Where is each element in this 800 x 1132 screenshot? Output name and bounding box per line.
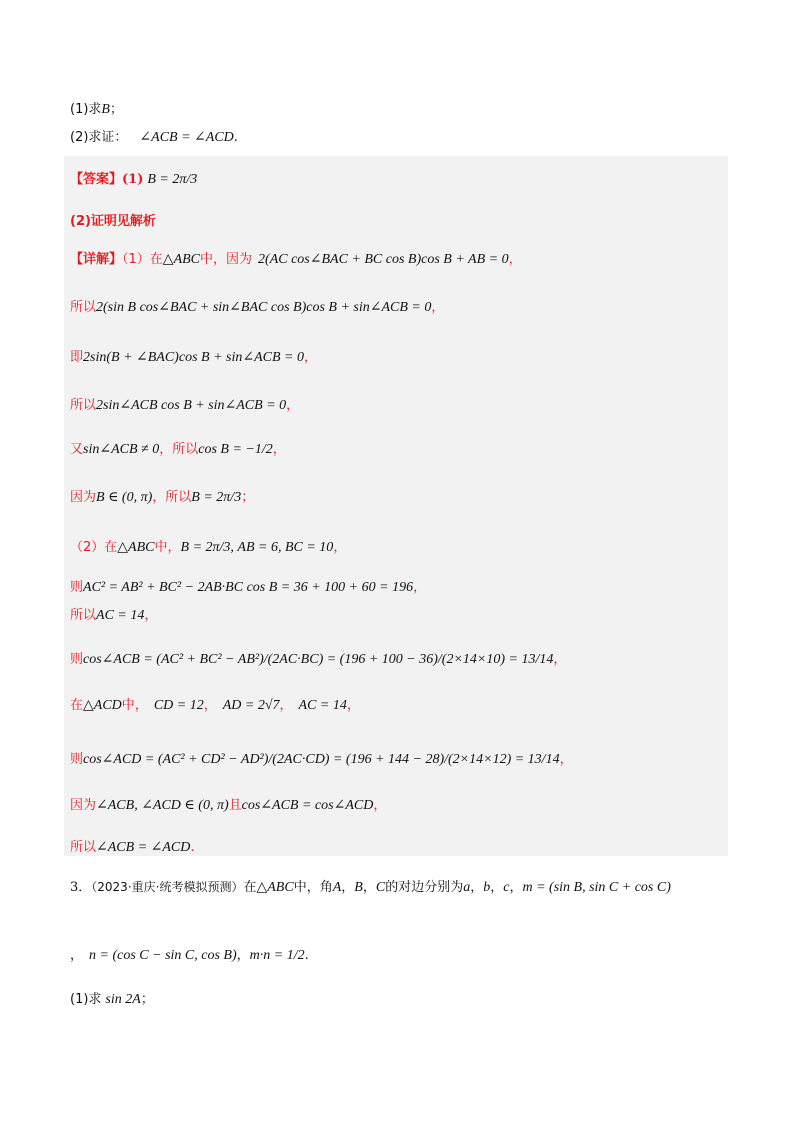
detail-math: △ACD: [83, 698, 122, 713]
q2-part1-end: ；: [109, 102, 123, 117]
detail-text: ，: [373, 798, 387, 813]
detail-math: 2sin(B + ∠BAC)cos B + sin∠ACB = 0: [83, 350, 304, 365]
detail-math: B ∈ (0, π): [96, 490, 153, 505]
detail-label: 【详解】: [70, 252, 123, 267]
detail-text: ，: [279, 698, 293, 713]
q3-text: ，: [470, 880, 484, 895]
detail-text: ，: [431, 300, 445, 315]
detail-math: cos∠ACB = (AC² + BC² − AB²)/(2AC·BC) = (196 + 100 − 36)/(2×14×10) = 13/14: [83, 652, 554, 667]
detail-text: 所以: [70, 300, 97, 315]
answer-part2: [70, 210, 156, 229]
detail-text: 因为: [70, 798, 97, 813]
q3-math: m = (sin B, sin C + cos C): [522, 880, 671, 895]
detail-text: ，: [553, 652, 567, 667]
answer-label: 【答案】: [70, 172, 123, 187]
detail-text: ，: [559, 752, 573, 767]
q3-text: ，: [70, 948, 84, 963]
answer-part1-math: B = 2π/3: [147, 172, 198, 187]
detail-text: ，所以: [152, 490, 192, 505]
detail-math: AD = 2√7: [222, 698, 280, 713]
detail-line-7: [70, 536, 346, 556]
detail-text: 则: [70, 580, 84, 595]
q3-text: ，: [236, 948, 250, 963]
detail-line-12: [70, 748, 573, 768]
detail-text: .: [190, 840, 195, 855]
q3-text: ，: [509, 880, 523, 895]
detail-text: ；: [241, 490, 255, 505]
detail-text: 中，: [121, 698, 148, 713]
detail-text: 因为: [70, 490, 97, 505]
detail-math: AC² = AB² + BC² − 2AB·BC cos B = 36 + 100 + 60 = 196: [83, 580, 414, 595]
detail-math: △ABC: [117, 540, 155, 555]
q3-part1-text: (1)求: [70, 992, 102, 1007]
detail-text: 中，因为: [200, 252, 253, 267]
answer-line: [70, 168, 197, 188]
q3-math: n = (cos C − sin C, cos B): [89, 948, 237, 963]
detail-math: cos∠ACB = cos∠ACD: [241, 798, 374, 813]
detail-math: AC = 14: [298, 698, 347, 713]
detail-text: 所以: [70, 608, 97, 623]
q3-part1: [70, 988, 154, 1008]
detail-line-4: [70, 394, 299, 414]
detail-line-8: [70, 576, 426, 596]
detail-text: ，: [346, 698, 360, 713]
q3-part1-end: ；: [140, 992, 154, 1007]
detail-text: 则: [70, 652, 84, 667]
answer-part1-prefix: (1): [122, 172, 144, 187]
detail-text: ，: [303, 350, 317, 365]
detail-text: ，: [144, 608, 158, 623]
detail-text: （2）在: [70, 540, 118, 555]
q3-text: ，: [341, 880, 355, 895]
detail-math: B = 2π/3: [191, 490, 242, 505]
detail-math: △ABC: [162, 252, 201, 267]
detail-text: 中，: [154, 540, 181, 555]
q3-source: （2023·重庆·统考模拟预测）: [91, 880, 244, 894]
detail-text: 且: [228, 798, 242, 813]
q3-math: △ABC: [256, 880, 294, 895]
detail-text: 所以: [70, 840, 97, 855]
detail-text: ，: [272, 442, 286, 457]
q2-part2-end: .: [233, 130, 238, 145]
q2-part2-text: (2)求证：: [70, 130, 128, 145]
detail-math: 2(sin B cos∠BAC + sin∠BAC cos B)cos B + sin∠ACB = 0: [96, 300, 432, 315]
q2-part1: [70, 98, 123, 118]
q3-text: 的对边分别为: [385, 880, 464, 895]
q3-math: C: [375, 880, 386, 895]
q3-math: a: [463, 880, 471, 895]
detail-math: 2(AC cos∠BAC + BC cos B)cos B + AB = 0: [258, 252, 509, 267]
detail-math: ∠ACB, ∠ACD ∈ (0, π): [96, 798, 229, 813]
detail-text: ，: [508, 252, 522, 267]
q2-part2: [70, 126, 238, 146]
detail-line-6: [70, 486, 254, 506]
answer-part2-text: (2)证明见解析: [70, 214, 156, 229]
q3-stem: [70, 876, 671, 896]
detail-math: sin∠ACB ≠ 0: [83, 442, 160, 457]
detail-text: ，: [333, 540, 347, 555]
detail-text: （1）在: [122, 252, 163, 267]
detail-text: 即: [70, 350, 84, 365]
detail-text: 在: [70, 698, 84, 713]
detail-math: 2sin∠ACB cos B + sin∠ACB = 0: [96, 398, 287, 413]
detail-line-10: [70, 648, 566, 668]
detail-line-2: [70, 296, 444, 316]
detail-line-14: [70, 836, 195, 856]
detail-line-11: [70, 694, 360, 714]
q3-number: 3．: [70, 880, 92, 895]
q3-text: 中，角: [293, 880, 333, 895]
detail-line-3: [70, 346, 317, 366]
detail-math: cos B = −1/2: [198, 442, 273, 457]
detail-text: ，: [203, 698, 217, 713]
detail-line-13: [70, 794, 386, 814]
detail-math: cos∠ACD = (AC² + CD² − AD²)/(2AC·CD) = (196 + 144 − 28)/(2×14×12) = 13/14: [83, 752, 560, 767]
q3-text: ，: [362, 880, 376, 895]
detail-text: 又: [70, 442, 84, 457]
q3-math: A: [332, 880, 342, 895]
detail-text: 则: [70, 752, 84, 767]
q3-text: 在: [243, 880, 257, 895]
q3-math: c: [503, 880, 510, 895]
q3-math: b: [483, 880, 491, 895]
detail-math: B = 2π/3, AB = 6, BC = 10: [180, 540, 334, 555]
detail-text: ，: [413, 580, 427, 595]
detail-math: ∠ACB = ∠ACD: [96, 840, 191, 855]
q3-text: ，: [490, 880, 504, 895]
detail-math: AC = 14: [96, 608, 145, 623]
detail-text: 所以: [70, 398, 97, 413]
detail-line-1: [70, 248, 522, 268]
detail-math: CD = 12: [153, 698, 204, 713]
q2-part2-math: ∠ACB = ∠ACD: [139, 130, 234, 145]
q3-vectors: [70, 944, 309, 964]
q2-part1-text: (1)求: [70, 102, 102, 117]
q3-text: .: [304, 948, 309, 963]
detail-line-9: [70, 604, 157, 624]
detail-line-5: [70, 438, 286, 458]
q3-part1-math: sin 2A: [105, 992, 141, 1007]
detail-text: ，所以: [159, 442, 199, 457]
q2-part1-var: B: [101, 102, 110, 117]
q3-math: m·n = 1/2: [249, 948, 305, 963]
q3-math: B: [354, 880, 363, 895]
detail-text: ，: [286, 398, 300, 413]
